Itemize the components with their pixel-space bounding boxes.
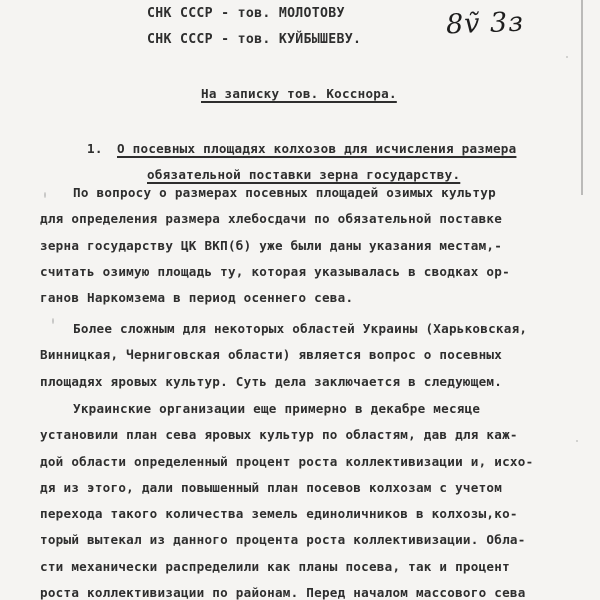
document-heading: На записку тов. Косснора.	[201, 86, 397, 101]
text-line: установили план сева яровых культур по областям, дав для каж-	[40, 427, 518, 443]
scan-speck	[566, 56, 568, 58]
section-title-line-2: обязательной поставки зерна государству.	[147, 167, 461, 182]
text-line: перехода такого количества земель единоличников в колхозы,ко-	[40, 506, 518, 522]
text-line: По вопросу о размерах посевных площадей озимых культур	[73, 185, 496, 200]
text-line: считать озимую площадь ту, которая указывалась в сводках ор-	[40, 263, 510, 279]
text-line: роста коллективизации по районам. Перед началом массового сева	[40, 585, 526, 600]
text-line: дой области определенный процент роста коллективизации и, исхо-	[40, 453, 534, 469]
addressee-kuibyshev: СНК СССР - тов. КУЙБЫШЕВУ.	[147, 32, 362, 47]
page-edge-line	[581, 0, 583, 195]
section-number: 1.	[87, 141, 103, 156]
text-line: Винницкая, Черниговская области) является вопрос о посевных	[40, 347, 503, 363]
section-title-line-1: О посевных площадях колхозов для исчисления размера	[117, 141, 517, 156]
handwritten-annotation: 8ṽ 3з	[445, 6, 525, 41]
text-line: торый вытекал из данного процента роста коллективизации. Обла-	[40, 532, 526, 548]
text-line: площадях яровых культур. Суть дела заключается в следующем.	[40, 373, 503, 389]
text-line: Украинские организации еще примерно в декабре месяце	[73, 401, 481, 416]
paragraph-1	[40, 180, 580, 311]
scan-speck	[52, 318, 54, 324]
paragraph-2	[40, 316, 580, 395]
addressee-molotov: СНК СССР - тов. МОЛОТОВУ	[147, 6, 345, 21]
paragraph-3	[40, 396, 580, 600]
text-line: Более сложным для некоторых областей Украины (Харьковская,	[73, 321, 528, 336]
text-line: ганов Наркомзема в период осеннего сева.	[40, 290, 354, 306]
scan-speck	[44, 192, 46, 198]
scan-speck	[576, 440, 578, 442]
text-line: для определения размера хлебосдачи по обязательной поставке	[40, 211, 503, 227]
text-line: зерна государству ЦК ВКП(б) уже были даны указания местам,-	[40, 237, 503, 253]
text-line: сти механически распределили как планы посева, так и процент	[40, 558, 510, 574]
text-line: дя из этого, дали повышенный план посевов колхозам с учетом	[40, 479, 503, 495]
